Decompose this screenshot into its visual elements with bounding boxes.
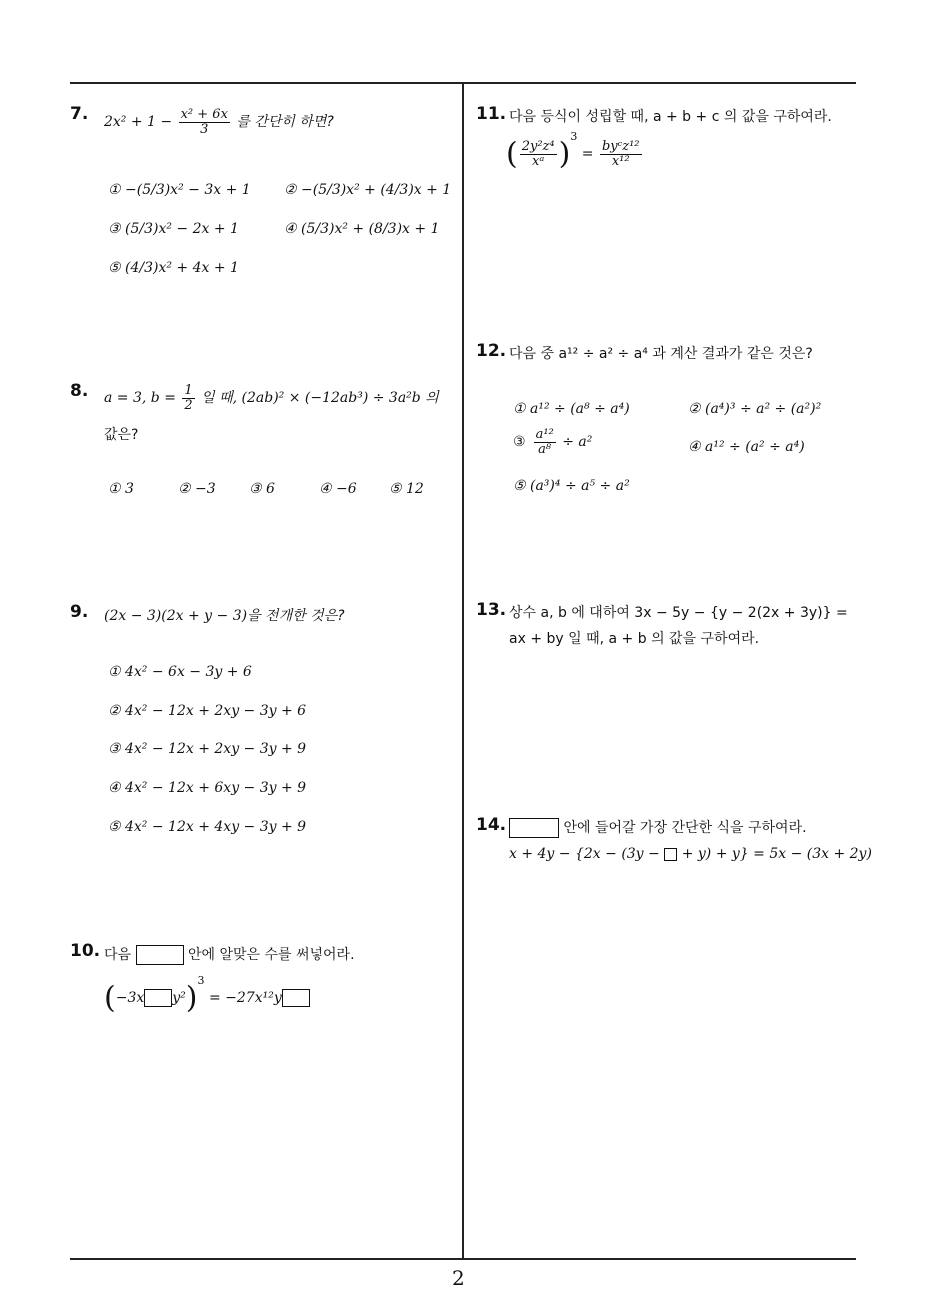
q10-expr-b: y² (172, 990, 186, 1006)
q11-lhs-numerator: 2y²z⁴ (521, 138, 555, 154)
q8-fraction (182, 384, 194, 412)
question-11-number: 11. (476, 104, 507, 124)
question-7-expression (104, 108, 334, 136)
question-8-number: 8. (70, 381, 89, 401)
question-9-number: 9. (70, 602, 89, 622)
q8-fraction-denominator: 2 (184, 397, 193, 413)
q9-prompt: 을 전개한 것은? (247, 608, 345, 624)
q7-choice-3[interactable]: ③ (5/3)x² − 2x + 1 (108, 221, 239, 237)
q12-choice-3-tail: ÷ a² (562, 434, 593, 451)
question-14-prompt (509, 817, 807, 838)
q7-fraction-numerator: x² + 6x (180, 107, 228, 122)
question-11-prompt: 다음 등식이 성립할 때, a + b + c 의 값을 구하여라. (509, 109, 832, 125)
q9-choice-4[interactable]: ④ 4x² − 12x + 6xy − 3y + 9 (108, 780, 307, 796)
q9-choice-1[interactable]: ① 4x² − 6x − 3y + 6 (108, 664, 252, 680)
q9-choice-2[interactable]: ② 4x² − 12x + 2xy − 3y + 6 (108, 703, 307, 719)
q8-line1-b: 일 때, (2ab)² × (−12ab³) ÷ 3a²b 의 (201, 390, 439, 407)
q14-answer-box[interactable] (509, 818, 559, 838)
question-11-equation (506, 130, 644, 172)
q7-choice-1[interactable]: ① −(5/3)x² − 3x + 1 (108, 182, 251, 198)
q7-choice-4[interactable]: ④ (5/3)x² + (8/3)x + 1 (284, 221, 440, 237)
q10-exponent: 3 (197, 974, 205, 987)
q11-right-paren: ) (558, 136, 571, 172)
question-13-line-2: ax + by 일 때, a + b 의 값을 구하여라. (509, 631, 760, 647)
question-14-expression (509, 846, 872, 862)
q12-choice-2[interactable]: ② (a⁴)³ ÷ a² ÷ (a²)² (688, 401, 822, 417)
q7-fraction-denominator: 3 (200, 121, 209, 137)
question-13-line-1: 상수 a, b 에 대하여 3x − 5y − {y − 2(2x + 3y)} = (509, 605, 848, 621)
q8-choice-5[interactable]: ⑤ 12 (389, 481, 424, 497)
q10-expr-a: −3x (115, 990, 145, 1006)
question-12-prompt: 다음 중 a¹² ÷ a² ÷ a⁴ 과 계산 결과가 같은 것은? (509, 346, 813, 362)
question-10-expression (104, 974, 310, 1016)
q11-rhs-fraction (600, 140, 642, 168)
q8-choice-4[interactable]: ④ −6 (319, 481, 357, 497)
question-10-number: 10. (70, 941, 101, 961)
q11-rhs-denominator: x¹² (611, 153, 630, 169)
q7-expr-lead: 2x² + 1 − (104, 114, 173, 131)
column-divider (462, 82, 464, 1259)
q12-choice-4[interactable]: ④ a¹² ÷ (a² ÷ a⁴) (688, 439, 805, 455)
q10-left-paren: ( (104, 980, 116, 1016)
q7-choice-5[interactable]: ⑤ (4/3)x² + 4x + 1 (108, 260, 239, 276)
question-10-prompt (104, 944, 355, 965)
question-12-number: 12. (476, 341, 507, 361)
q8-choice-1[interactable]: ① 3 (108, 481, 134, 497)
q12-choice-5[interactable]: ⑤ (a³)⁴ ÷ a⁵ ÷ a² (513, 478, 630, 494)
question-7-number: 7. (70, 104, 89, 124)
question-13-number: 13. (476, 600, 507, 620)
q12-choice-3-fraction (534, 428, 556, 456)
q9-expression: (2x − 3)(2x + y − 3) (104, 608, 248, 624)
q11-equals: = (581, 146, 594, 162)
q9-choice-5[interactable]: ⑤ 4x² − 12x + 4xy − 3y + 9 (108, 819, 307, 835)
q8-fraction-numerator: 1 (184, 383, 193, 398)
q14-expr-b: + y) + y} = 5x − (3x + 2y) (681, 846, 872, 862)
q8-choice-2[interactable]: ② −3 (178, 481, 216, 497)
q14-expr-a: x + 4y − {2x − (3y − (509, 846, 660, 862)
q11-lhs-denominator: xᵃ (532, 153, 545, 169)
q12-choice-3-denominator: a⁸ (538, 441, 552, 457)
q12-choice-3-marker: ③ (513, 434, 526, 451)
q10-blank-1[interactable] (144, 989, 172, 1007)
q8-line1-a: a = 3, b = (104, 390, 176, 407)
q14-prompt-text: 안에 들어갈 가장 간단한 식을 구하여라. (563, 820, 807, 836)
question-9-stem (104, 605, 345, 625)
q7-fraction (179, 108, 230, 136)
bottom-rule (70, 1258, 856, 1260)
q10-prompt-a: 다음 (104, 947, 132, 963)
q9-choice-3[interactable]: ③ 4x² − 12x + 2xy − 3y + 9 (108, 741, 307, 757)
q10-expr-c: = −27x¹²y (208, 990, 282, 1006)
page-number: 2 (452, 1266, 465, 1290)
q10-right-paren: ) (185, 980, 198, 1016)
q8-choice-3[interactable]: ③ 6 (249, 481, 275, 497)
q11-exponent: 3 (570, 130, 578, 143)
q10-answer-box[interactable] (136, 945, 184, 965)
q7-prompt: 를 간단히 하면? (236, 114, 334, 131)
q10-prompt-b: 안에 알맞은 수를 써넣어라. (187, 947, 355, 963)
question-8-line-2: 값은? (104, 427, 139, 443)
q7-choice-2[interactable]: ② −(5/3)x² + (4/3)x + 1 (284, 182, 452, 198)
q11-lhs-fraction (520, 140, 557, 168)
q12-choice-1[interactable]: ① a¹² ÷ (a⁸ ÷ a⁴) (513, 401, 630, 417)
q10-blank-2[interactable] (282, 989, 310, 1007)
q12-choice-3[interactable] (513, 428, 592, 456)
question-8-line-1 (104, 384, 439, 412)
question-14-number: 14. (476, 815, 507, 835)
q14-inline-blank[interactable] (664, 848, 677, 861)
q11-left-paren: ( (506, 136, 518, 172)
q11-rhs-numerator: byᶜz¹² (601, 138, 640, 154)
q12-choice-3-numerator: a¹² (535, 427, 554, 442)
